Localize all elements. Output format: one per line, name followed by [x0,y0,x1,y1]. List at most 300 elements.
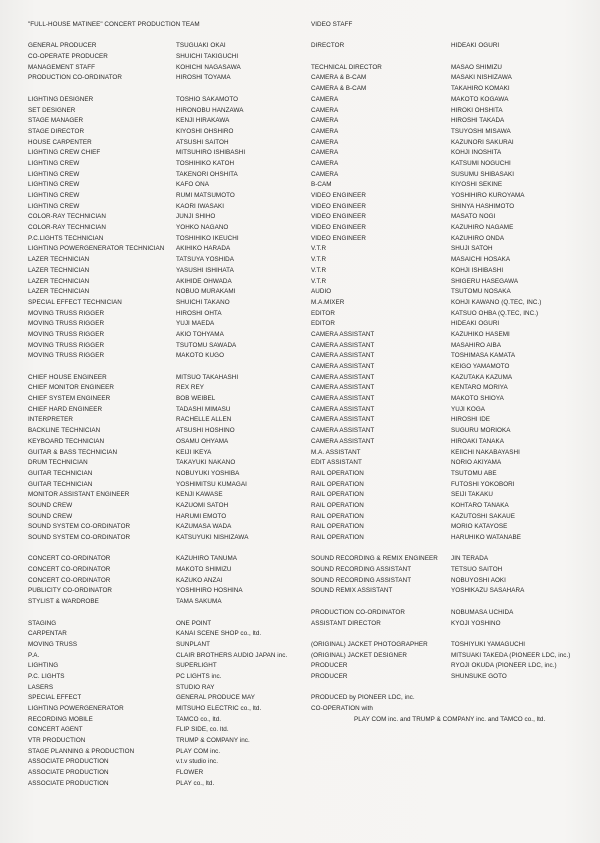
credit-role: CAMERA ASSISTANT [311,427,375,435]
credit-name: HIROKI OHSHITA [451,106,503,114]
credit-name: MASAHIRO AIBA [451,341,501,349]
credit-role: RAIL OPERATION [311,512,364,520]
credit-name: RYOJI OKUDA (PIONEER LDC, inc.) [451,662,557,670]
credit-role: GUITAR TECHNICIAN [28,480,93,488]
credit-role: LAZER TECHNICIAN [28,256,90,264]
credit-role: PRODUCTION CO-ORDINATOR [311,608,405,616]
credit-role: RAIL OPERATION [311,469,364,477]
credit-role: V.T.R [311,266,327,274]
credit-row [311,116,591,127]
credit-name: KEIGO YAMAMOTO [451,363,510,370]
credit-row [28,415,308,426]
credit-role: GUITAR TECHNICIAN [28,469,93,477]
left-credit-block [28,619,308,790]
credit-role: CHIEF HOUSE ENGINEER [28,373,107,381]
credit-role: EDITOR [311,320,335,328]
credit-row [311,533,591,544]
credit-name: MAKOTO KOGAWA [451,95,509,103]
credit-row [28,170,308,181]
credit-role: LIGHTING CREW [28,192,80,199]
credit-name: TOSHIHIKO IKEUCHI [176,234,239,242]
credit-role: LIGHTING CREW [28,202,80,210]
credit-row [28,693,308,704]
credit-role: COLOR-RAY TECHNICIAN [28,224,106,232]
credit-role: CARPENTAR [28,630,67,638]
credit-role: CAMERA ASSISTANT [311,341,375,349]
credit-role: CONCERT AGENT [28,726,83,734]
credit-role: VIDEO ENGINEER [311,213,366,221]
credit-name: SUSUMU SHIBASAKI [451,170,515,178]
credit-name: JUNJI SHIHO [176,213,216,221]
credit-role: LAZER TECHNICIAN [28,288,90,296]
left-credit-block [28,41,308,84]
credit-row [28,736,308,747]
footer-produced-by: PRODUCED by PIONEER LDC, inc. [311,694,415,702]
credit-role: CONCERT CO-ORDINATOR [28,555,111,563]
credit-name: ATSUSHI SAITOH [176,138,229,146]
credit-row [28,469,308,480]
credit-role: CAMERA & B-CAM [311,85,367,93]
credit-name: YASUSHI ISHIHATA [176,266,234,274]
credit-row [311,437,591,448]
credit-name: YUJI KOGA [451,405,486,413]
credit-name: SUGURU MORIOKA [451,427,511,435]
credit-name: KIYOSHI OHSHIRO [176,127,234,135]
credit-role: CONCERT CO-ORDINATOR [28,576,111,584]
spacer [28,362,308,373]
credit-role: SOUND REMIX ASSISTANT [311,587,393,595]
credit-role: LIGHTING CREW [28,170,80,178]
credit-row [311,672,591,683]
credit-name: MASAICHI HOSAKA [451,256,511,264]
credit-name: NOBUO MURAKAMI [176,288,236,296]
credit-name: KOHJI ISHIBASHI [451,266,504,274]
credit-name: PC LIGHTS inc. [176,672,222,680]
credit-name: FLOWER [176,769,204,777]
credit-name: NOBUYOSHI AOKI [451,576,506,584]
credit-role: STAGE DIRECTOR [28,127,85,135]
credit-name: TSUGUAKI OKAI [176,42,226,50]
video-staff-column [311,20,591,725]
credit-name: PLAY co., ltd. [176,779,215,787]
credit-role: SOUND CREW [28,512,73,520]
credit-row [311,661,591,672]
credit-row [28,309,308,320]
credit-row [311,448,591,459]
credit-row [28,212,308,223]
credit-row [311,522,591,533]
credit-name: v.t.v studio inc. [176,758,219,766]
credit-role: B-CAM [311,181,332,189]
credit-role: DIRECTOR [311,42,345,50]
credit-row [28,41,308,52]
credit-row [311,84,591,95]
credit-name: JIN TERADA [451,555,489,563]
credit-name: HIROSHI TAKADA [451,117,505,125]
credit-row [311,95,591,106]
credit-row [28,586,308,597]
credit-row [311,394,591,405]
credit-role: P.C. LIGHTS [28,672,65,680]
credit-name: MITSUHIRO ISHIBASHI [176,149,246,157]
credit-row [311,458,591,469]
credit-name: KIYOSHI SEKINE [451,181,503,189]
credit-row [28,287,308,298]
credit-name: TSUTOMU ABE [451,469,497,477]
credit-name: PLAY COM inc. [176,747,221,755]
credit-row [311,180,591,191]
credit-role: ASSOCIATE PRODUCTION [28,769,109,777]
credit-name: KENJI KAWASE [176,491,223,499]
credit-name: KENJI HIRAKAWA [176,117,230,125]
credit-role: LIGHTING [28,662,59,670]
credit-role: RAIL OPERATION [311,491,364,499]
credit-row [311,373,591,384]
credit-role: M.A. ASSISTANT [311,448,361,456]
credit-row [28,95,308,106]
credit-role: TECHNICAL DIRECTOR [311,63,382,71]
credit-row [28,651,308,662]
credit-name: FLIP SIDE, co. ltd. [176,726,229,734]
credit-role: ASSISTANT DIRECTOR [311,619,381,627]
credit-row [311,309,591,320]
credit-row [28,266,308,277]
credit-name: TAKENORI OHSHITA [176,170,238,178]
credit-role: ASSOCIATE PRODUCTION [28,758,109,766]
footer-cooperation: CO-OPERATION with [311,705,373,712]
credit-role: LAZER TECHNICIAN [28,266,90,274]
credit-role: CAMERA [311,170,339,178]
credit-role: STYLIST & WARDROBE [28,598,99,606]
credit-role: SOUND RECORDING ASSISTANT [311,566,412,574]
spacer [28,84,308,95]
credit-role: LIGHTING CREW [28,181,80,189]
credit-row [311,212,591,223]
credit-row [311,106,591,117]
credit-row [28,597,308,608]
credit-name: YOSHIKAZU SASAHARA [451,587,525,595]
credit-row [28,715,308,726]
production-team-title: "FULL-HOUSE MATINEE" CONCERT PRODUCTION TEAM [28,21,200,28]
credit-row [311,608,591,619]
credit-row [311,234,591,245]
credit-name: AKIO TOHYAMA [176,330,224,338]
credit-role: SOUND RECORDING & REMIX ENGINEER [311,555,438,563]
left-credit-block [28,554,308,607]
credit-role: CAMERA ASSISTANT [311,363,375,370]
credit-role: (ORIGINAL) JACKET DESIGNER [311,651,408,659]
credit-role: VIDEO ENGINEER [311,224,366,232]
right-credit-block [311,640,591,683]
credit-row [28,757,308,768]
credit-row [28,779,308,790]
credit-role: GUITAR & BASS TECHNICIAN [28,448,118,456]
credit-name: TAKAYUKI NAKANO [176,459,236,467]
credit-name: TAKAHIRO KOMAKI [451,85,510,93]
credit-row [28,127,308,138]
credit-row [28,501,308,512]
credit-name: FUTOSHI YOKOBORI [451,480,515,488]
credit-role: MOVING TRUSS RIGGER [28,341,105,349]
credit-role: INTERPRETER [28,416,73,424]
credit-name: KAZUOMI SATOH [176,501,229,509]
credit-row [28,747,308,758]
credit-row [311,426,591,437]
right-credit-block [311,41,591,52]
credit-role: LIGHTING DESIGNER [28,95,94,103]
credit-row [311,651,591,662]
credit-row [311,619,591,630]
credit-name: AKIHIKO HARADA [176,245,231,253]
credit-row [28,768,308,779]
credit-name: TOSHIO SAKAMOTO [176,95,239,103]
credit-row [311,244,591,255]
credit-name: MAKOTO SHIOYA [451,395,504,403]
credit-role: V.T.R [311,256,327,264]
credit-row [311,341,591,352]
credit-name: KATSUO OHBA (Q.TEC, INC.) [451,309,539,317]
credit-name: HIROSHI OHTA [176,309,222,317]
credit-name: TOSHIYUKI YAMAGUCHI [451,640,526,648]
credit-row [28,661,308,672]
credit-role: V.T.R [311,245,327,253]
credit-role: CHIEF MONITOR ENGINEER [28,384,114,392]
credit-row [28,480,308,491]
credit-name: HARUHIKO WATANABE [451,534,522,541]
left-credit-block [28,95,308,362]
right-credit-block [311,608,591,629]
credit-role: MOVING TRUSS [28,640,78,648]
credit-row [311,330,591,341]
credit-role: CAMERA ASSISTANT [311,352,375,360]
credit-row [311,576,591,587]
credit-name: KOHICHI NAGASAWA [176,63,241,71]
credit-row [28,191,308,202]
credit-name: REX REY [176,384,204,392]
credit-name: KAZUHIRO TANUMA [176,555,238,563]
credit-row [311,554,591,565]
credit-name: YOSHIHIRO HOSHINA [176,587,243,595]
credit-row [28,148,308,159]
credit-name: KYOJI YOSHINO [451,619,501,627]
credit-row [28,319,308,330]
credit-row [311,319,591,330]
credit-role: RECORDING MOBILE [28,715,93,723]
credit-name: HIROSHI IDE [451,416,491,424]
credit-role: EDITOR [311,309,335,317]
credit-name: SHIGERU HASEGAWA [451,277,519,285]
credit-role: MOVING TRUSS RIGGER [28,330,105,338]
credit-role: CHIEF SYSTEM ENGINEER [28,395,111,403]
credit-name: TRUMP & COMPANY inc. [176,737,250,745]
right-credit-block [311,63,591,544]
credit-row [28,437,308,448]
credit-row [28,704,308,715]
credit-name: KATSUMI NOGUCHI [451,159,511,167]
credit-role: AUDIO [311,288,332,296]
credit-row [311,640,591,651]
credit-name: KOHTARO TANAKA [451,501,509,509]
credit-role: SOUND SYSTEM CO-ORDINATOR [28,523,131,531]
credit-row [311,362,591,373]
credit-name: MASAO SHIMIZU [451,63,503,71]
credit-row [28,223,308,234]
spacer [28,544,308,555]
credit-name: HIDEAKI OGURI [451,320,500,328]
credit-row [28,255,308,266]
credit-row [311,266,591,277]
credit-row [28,52,308,63]
credit-row [311,490,591,501]
credit-row [311,501,591,512]
video-staff-title: VIDEO STAFF [311,21,353,28]
credit-name: KAZUKO ANZAI [176,576,223,584]
credit-name: KEIICHI NAKABAYASHI [451,448,520,456]
credit-role: (ORIGINAL) JACKET PHOTOGRAPHER [311,640,428,648]
credit-role: MOVING TRUSS RIGGER [28,309,105,317]
credit-name: KOHJI INOSHITA [451,149,502,157]
credit-name: HIRONOBU HANZAWA [176,106,244,114]
credit-role: CAMERA [311,95,339,103]
credit-name: STUDIO RAY [176,683,215,691]
credit-role: MOVING TRUSS RIGGER [28,320,105,328]
credit-name: MAKOTO SHIMIZU [176,566,232,574]
credit-row [311,63,591,74]
credit-name: SHUJI SATOH [451,245,493,253]
credit-name: TOSHIHIKO KATOH [176,159,235,167]
credit-name: SUNPLANT [176,640,210,648]
credit-name: MITSUHO ELECTRIC co., ltd. [176,705,262,712]
credit-role: P.A. [28,651,40,659]
credit-role: PRODUCER [311,662,348,670]
credit-row [311,73,591,84]
credit-name: GENERAL PRODUCE MAY [176,694,255,702]
credit-name: TADASHI MIMASU [176,405,231,413]
credit-row [28,405,308,416]
credit-row [28,533,308,544]
credit-role: VIDEO ENGINEER [311,234,366,242]
credit-row [311,351,591,362]
credit-role: SOUND SYSTEM CO-ORDINATOR [28,534,131,541]
credit-row [311,586,591,597]
credit-row [311,287,591,298]
credit-role: CAMERA [311,127,339,135]
credit-name: TAMCO co., ltd. [176,715,222,723]
credit-role: CAMERA ASSISTANT [311,437,375,445]
credit-name: KAFO ONA [176,181,209,189]
credit-role: BACKLINE TECHNICIAN [28,427,101,435]
credit-row [28,351,308,362]
credit-row [28,565,308,576]
credit-name: KEIJI IKEYA [176,448,212,456]
credit-name: KAZUHIRO NAGAME [451,224,514,232]
credit-role: P.C.LIGHTS TECHNICIAN [28,234,104,242]
credit-role: CAMERA [311,117,339,125]
footer-cooperation-companies: PLAY COM inc. and TRUMP & COMPANY inc. and TAMCO co., ltd. [354,715,546,723]
credit-role: CAMERA [311,138,339,146]
spacer [311,52,591,63]
credit-name: KAZUHIRO ONDA [451,234,505,242]
credit-role: GENERAL PRODUCER [28,42,97,50]
credit-name: HIROAKI TANAKA [451,437,504,445]
credit-row [28,244,308,255]
credit-row [28,512,308,523]
credit-role: SPECIAL EFFECT [28,694,82,702]
credit-row [28,138,308,149]
credit-role: CAMERA & B-CAM [311,74,367,82]
credit-role: LIGHTING POWERGENERATOR TECHNICIAN [28,245,165,253]
credit-row [28,426,308,437]
credit-row [28,63,308,74]
credit-row [311,469,591,480]
credit-row [311,202,591,213]
credit-role: PUBLICITY CO-ORDINATOR [28,587,113,595]
credit-name: KAZUHIKO HASEMI [451,330,510,338]
credit-name: SHUICHI TAKANO [176,298,230,306]
credit-row [28,234,308,245]
credit-name: KAZUMASA WADA [176,523,232,531]
credit-role: EDIT ASSISTANT [311,459,362,467]
right-credit-block [311,554,591,597]
credit-row [28,576,308,587]
credit-row [28,202,308,213]
credit-role: ASSOCIATE PRODUCTION [28,779,109,787]
credit-name: HIROSHI TOYAMA [176,74,231,82]
credit-row [311,138,591,149]
credit-name: KAORI IWASAKI [176,202,225,210]
credit-role: CAMERA ASSISTANT [311,373,375,381]
credit-name: AKIHIDE OHWADA [176,277,232,285]
credit-role: CAMERA [311,149,339,157]
credit-row [28,672,308,683]
credit-role: CAMERA [311,159,339,167]
credit-name: NORIO AKIYAMA [451,459,502,467]
credit-role: RAIL OPERATION [311,523,364,531]
credit-row [28,330,308,341]
credit-role: V.T.R [311,277,327,285]
credit-name: TETSUO SAITOH [451,566,503,574]
credit-role: STAGE MANAGER [28,117,84,125]
credit-role: RAIL OPERATION [311,501,364,509]
credit-name: HIDEAKI OGURI [451,42,500,50]
credit-name: TOSHIMASA KAMATA [451,352,516,360]
credit-role: LIGHTING CREW [28,159,80,167]
credit-role: LIGHTING POWERGENERATOR [28,705,124,712]
credit-row [311,191,591,202]
credit-name: OSAMU OHYAMA [176,437,229,445]
credit-row [28,640,308,651]
credit-name: KAZUTOSHI SAKAUE [451,512,516,520]
credit-name: NOBUYUKI YOSHIBA [176,469,240,477]
credit-name: MITSUAKI TAKEDA (PIONEER LDC, inc.) [451,651,571,659]
spacer [311,544,591,555]
credit-role: CHIEF HARD ENGINEER [28,405,103,413]
credit-name: SHUICHI TAKIGUCHI [176,53,239,61]
credit-role: STAGE PLANNING & PRODUCTION [28,747,135,755]
credit-name: KENTARO MORIYA [451,384,508,392]
credit-name: MORIO KATAYOSE [451,523,508,531]
credit-name: HARUMI EMOTO [176,512,227,520]
credit-row [311,480,591,491]
credit-name: TAMA SAKUMA [176,598,222,606]
credit-role: RAIL OPERATION [311,534,364,541]
credit-name: KOHJI KAWANO (Q.TEC, INC.) [451,298,542,306]
credit-role: LIGHTING CREW CHIEF [28,149,101,157]
credit-name: MITSUO TAKAHASHI [176,373,239,381]
credit-row [28,725,308,736]
credit-row [28,619,308,630]
credit-row [311,512,591,523]
